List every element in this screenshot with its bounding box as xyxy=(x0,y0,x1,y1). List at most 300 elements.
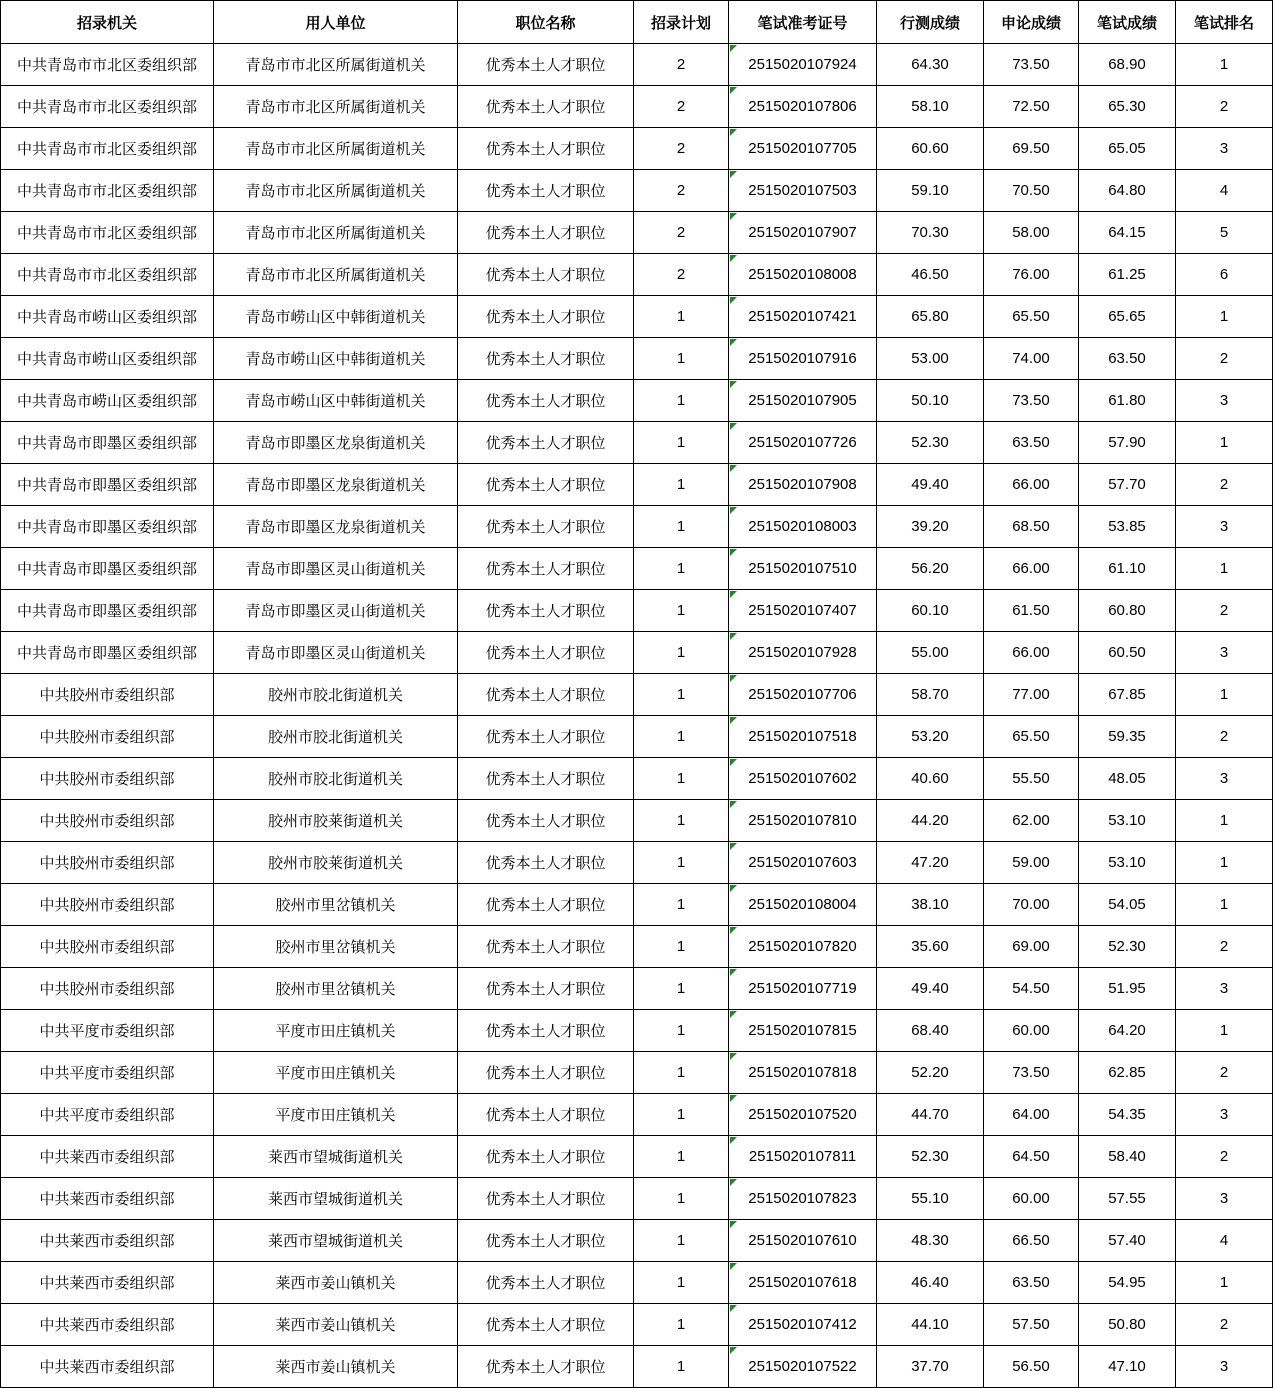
cell-employer[interactable]: 胶州市胶北街道机关 xyxy=(214,716,458,758)
cell-written-score[interactable]: 61.10 xyxy=(1079,548,1176,590)
cell-written-rank[interactable]: 4 xyxy=(1176,1220,1273,1262)
column-header-written-score[interactable]: 笔试成绩 xyxy=(1079,1,1176,44)
cell-xingce-score[interactable]: 56.20 xyxy=(877,548,984,590)
cell-ticket-number[interactable] xyxy=(729,44,877,86)
cell-agency[interactable]: 中共青岛市即墨区委组织部 xyxy=(1,548,214,590)
cell-written-score[interactable]: 67.85 xyxy=(1079,674,1176,716)
cell-ticket-number[interactable] xyxy=(729,128,877,170)
cell-xingce-score[interactable]: 53.00 xyxy=(877,338,984,380)
cell-agency[interactable]: 中共胶州市委组织部 xyxy=(1,758,214,800)
cell-recruit-plan[interactable]: 1 xyxy=(634,1136,729,1178)
cell-agency[interactable]: 中共胶州市委组织部 xyxy=(1,884,214,926)
cell-position-name[interactable]: 优秀本土人才职位 xyxy=(458,1052,634,1094)
cell-position-name[interactable]: 优秀本土人才职位 xyxy=(458,380,634,422)
cell-recruit-plan[interactable]: 1 xyxy=(634,464,729,506)
cell-ticket-number[interactable] xyxy=(729,506,877,548)
cell-position-name[interactable]: 优秀本土人才职位 xyxy=(458,1010,634,1052)
cell-xingce-score[interactable]: 50.10 xyxy=(877,380,984,422)
cell-recruit-plan[interactable]: 1 xyxy=(634,1178,729,1220)
cell-recruit-plan[interactable]: 1 xyxy=(634,590,729,632)
cell-written-rank[interactable]: 1 xyxy=(1176,800,1273,842)
cell-position-name[interactable]: 优秀本土人才职位 xyxy=(458,44,634,86)
cell-position-name[interactable]: 优秀本土人才职位 xyxy=(458,506,634,548)
cell-shenlun-score[interactable]: 69.50 xyxy=(984,128,1079,170)
cell-written-score[interactable]: 47.10 xyxy=(1079,1346,1176,1388)
cell-recruit-plan[interactable]: 1 xyxy=(634,506,729,548)
cell-recruit-plan[interactable]: 2 xyxy=(634,254,729,296)
cell-shenlun-score[interactable]: 69.00 xyxy=(984,926,1079,968)
cell-employer[interactable]: 青岛市市北区所属街道机关 xyxy=(214,44,458,86)
cell-ticket-number[interactable] xyxy=(729,170,877,212)
cell-position-name[interactable]: 优秀本土人才职位 xyxy=(458,86,634,128)
cell-written-rank[interactable]: 3 xyxy=(1176,128,1273,170)
cell-recruit-plan[interactable]: 2 xyxy=(634,128,729,170)
cell-written-score[interactable]: 57.70 xyxy=(1079,464,1176,506)
cell-recruit-plan[interactable]: 2 xyxy=(634,86,729,128)
cell-ticket-number[interactable] xyxy=(729,632,877,674)
cell-shenlun-score[interactable]: 57.50 xyxy=(984,1304,1079,1346)
cell-shenlun-score[interactable]: 61.50 xyxy=(984,590,1079,632)
cell-employer[interactable]: 胶州市胶莱街道机关 xyxy=(214,842,458,884)
cell-ticket-number[interactable] xyxy=(729,842,877,884)
cell-written-rank[interactable]: 2 xyxy=(1176,1304,1273,1346)
cell-position-name[interactable]: 优秀本土人才职位 xyxy=(458,128,634,170)
cell-position-name[interactable]: 优秀本土人才职位 xyxy=(458,464,634,506)
cell-xingce-score[interactable]: 52.20 xyxy=(877,1052,984,1094)
cell-shenlun-score[interactable]: 59.00 xyxy=(984,842,1079,884)
cell-ticket-number[interactable] xyxy=(729,1094,877,1136)
cell-ticket-number[interactable] xyxy=(729,884,877,926)
cell-written-rank[interactable]: 1 xyxy=(1176,842,1273,884)
cell-position-name[interactable]: 优秀本土人才职位 xyxy=(458,338,634,380)
cell-shenlun-score[interactable]: 62.00 xyxy=(984,800,1079,842)
cell-xingce-score[interactable]: 55.10 xyxy=(877,1178,984,1220)
cell-agency[interactable]: 中共莱西市委组织部 xyxy=(1,1220,214,1262)
cell-recruit-plan[interactable]: 1 xyxy=(634,674,729,716)
cell-written-score[interactable]: 63.50 xyxy=(1079,338,1176,380)
cell-employer[interactable]: 胶州市里岔镇机关 xyxy=(214,968,458,1010)
cell-agency[interactable]: 中共莱西市委组织部 xyxy=(1,1262,214,1304)
cell-position-name[interactable]: 优秀本土人才职位 xyxy=(458,422,634,464)
cell-shenlun-score[interactable]: 64.00 xyxy=(984,1094,1079,1136)
cell-written-score[interactable]: 54.95 xyxy=(1079,1262,1176,1304)
cell-written-rank[interactable]: 2 xyxy=(1176,464,1273,506)
column-header-agency[interactable]: 招录机关 xyxy=(1,1,214,44)
cell-employer[interactable]: 青岛市市北区所属街道机关 xyxy=(214,212,458,254)
cell-ticket-number[interactable] xyxy=(729,1136,877,1178)
cell-recruit-plan[interactable]: 1 xyxy=(634,968,729,1010)
cell-written-score[interactable]: 60.80 xyxy=(1079,590,1176,632)
cell-position-name[interactable]: 优秀本土人才职位 xyxy=(458,296,634,338)
cell-employer[interactable]: 青岛市市北区所属街道机关 xyxy=(214,86,458,128)
cell-agency[interactable]: 中共平度市委组织部 xyxy=(1,1094,214,1136)
cell-position-name[interactable]: 优秀本土人才职位 xyxy=(458,884,634,926)
cell-position-name[interactable]: 优秀本土人才职位 xyxy=(458,254,634,296)
cell-agency[interactable]: 中共莱西市委组织部 xyxy=(1,1346,214,1388)
cell-xingce-score[interactable]: 52.30 xyxy=(877,1136,984,1178)
cell-written-rank[interactable]: 3 xyxy=(1176,632,1273,674)
cell-agency[interactable]: 中共青岛市即墨区委组织部 xyxy=(1,632,214,674)
cell-written-rank[interactable]: 1 xyxy=(1176,548,1273,590)
cell-position-name[interactable]: 优秀本土人才职位 xyxy=(458,170,634,212)
cell-shenlun-score[interactable]: 64.50 xyxy=(984,1136,1079,1178)
column-header-shenlun-score[interactable]: 申论成绩 xyxy=(984,1,1079,44)
cell-position-name[interactable]: 优秀本土人才职位 xyxy=(458,674,634,716)
cell-shenlun-score[interactable]: 72.50 xyxy=(984,86,1079,128)
cell-written-score[interactable]: 50.80 xyxy=(1079,1304,1176,1346)
cell-agency[interactable]: 中共胶州市委组织部 xyxy=(1,926,214,968)
cell-written-rank[interactable]: 1 xyxy=(1176,296,1273,338)
cell-agency[interactable]: 中共青岛市市北区委组织部 xyxy=(1,44,214,86)
cell-written-score[interactable]: 53.10 xyxy=(1079,800,1176,842)
cell-recruit-plan[interactable]: 2 xyxy=(634,212,729,254)
cell-shenlun-score[interactable]: 76.00 xyxy=(984,254,1079,296)
cell-agency[interactable]: 中共平度市委组织部 xyxy=(1,1010,214,1052)
cell-position-name[interactable]: 优秀本土人才职位 xyxy=(458,1304,634,1346)
cell-agency[interactable]: 中共莱西市委组织部 xyxy=(1,1136,214,1178)
cell-written-score[interactable]: 51.95 xyxy=(1079,968,1176,1010)
cell-xingce-score[interactable]: 38.10 xyxy=(877,884,984,926)
cell-ticket-number[interactable] xyxy=(729,1220,877,1262)
cell-shenlun-score[interactable]: 68.50 xyxy=(984,506,1079,548)
cell-xingce-score[interactable]: 44.20 xyxy=(877,800,984,842)
cell-shenlun-score[interactable]: 54.50 xyxy=(984,968,1079,1010)
cell-written-score[interactable]: 65.30 xyxy=(1079,86,1176,128)
cell-written-rank[interactable]: 3 xyxy=(1176,968,1273,1010)
cell-written-score[interactable]: 62.85 xyxy=(1079,1052,1176,1094)
cell-xingce-score[interactable]: 44.10 xyxy=(877,1304,984,1346)
cell-written-rank[interactable]: 2 xyxy=(1176,716,1273,758)
column-header-recruit-plan[interactable]: 招录计划 xyxy=(634,1,729,44)
cell-employer[interactable]: 莱西市望城街道机关 xyxy=(214,1178,458,1220)
cell-written-rank[interactable]: 3 xyxy=(1176,380,1273,422)
cell-employer[interactable]: 莱西市望城街道机关 xyxy=(214,1220,458,1262)
cell-recruit-plan[interactable]: 1 xyxy=(634,632,729,674)
cell-position-name[interactable]: 优秀本土人才职位 xyxy=(458,758,634,800)
cell-ticket-number[interactable] xyxy=(729,674,877,716)
cell-recruit-plan[interactable]: 1 xyxy=(634,1052,729,1094)
cell-employer[interactable]: 青岛市即墨区灵山街道机关 xyxy=(214,632,458,674)
cell-recruit-plan[interactable]: 1 xyxy=(634,758,729,800)
cell-written-rank[interactable]: 1 xyxy=(1176,44,1273,86)
cell-recruit-plan[interactable]: 1 xyxy=(634,926,729,968)
cell-employer[interactable]: 青岛市崂山区中韩街道机关 xyxy=(214,338,458,380)
cell-position-name[interactable]: 优秀本土人才职位 xyxy=(458,548,634,590)
cell-written-rank[interactable]: 2 xyxy=(1176,338,1273,380)
cell-employer[interactable]: 莱西市望城街道机关 xyxy=(214,1136,458,1178)
cell-ticket-number[interactable] xyxy=(729,380,877,422)
cell-ticket-number[interactable] xyxy=(729,422,877,464)
cell-shenlun-score[interactable]: 63.50 xyxy=(984,1262,1079,1304)
cell-xingce-score[interactable]: 44.70 xyxy=(877,1094,984,1136)
cell-agency[interactable]: 中共胶州市委组织部 xyxy=(1,968,214,1010)
cell-agency[interactable]: 中共青岛市即墨区委组织部 xyxy=(1,464,214,506)
cell-agency[interactable]: 中共青岛市市北区委组织部 xyxy=(1,170,214,212)
cell-agency[interactable]: 中共青岛市市北区委组织部 xyxy=(1,86,214,128)
cell-written-rank[interactable]: 1 xyxy=(1176,1010,1273,1052)
cell-xingce-score[interactable]: 46.40 xyxy=(877,1262,984,1304)
cell-xingce-score[interactable]: 58.10 xyxy=(877,86,984,128)
cell-xingce-score[interactable]: 48.30 xyxy=(877,1220,984,1262)
cell-position-name[interactable]: 优秀本土人才职位 xyxy=(458,926,634,968)
cell-agency[interactable]: 中共青岛市市北区委组织部 xyxy=(1,128,214,170)
cell-shenlun-score[interactable]: 65.50 xyxy=(984,296,1079,338)
cell-recruit-plan[interactable]: 1 xyxy=(634,716,729,758)
cell-xingce-score[interactable]: 55.00 xyxy=(877,632,984,674)
cell-agency[interactable]: 中共胶州市委组织部 xyxy=(1,842,214,884)
cell-agency[interactable]: 中共胶州市委组织部 xyxy=(1,800,214,842)
cell-shenlun-score[interactable]: 66.00 xyxy=(984,464,1079,506)
cell-employer[interactable]: 莱西市姜山镇机关 xyxy=(214,1304,458,1346)
cell-written-rank[interactable]: 6 xyxy=(1176,254,1273,296)
cell-written-rank[interactable]: 2 xyxy=(1176,926,1273,968)
cell-employer[interactable]: 青岛市市北区所属街道机关 xyxy=(214,128,458,170)
cell-recruit-plan[interactable]: 1 xyxy=(634,1346,729,1388)
cell-shenlun-score[interactable]: 66.50 xyxy=(984,1220,1079,1262)
cell-written-rank[interactable]: 3 xyxy=(1176,1094,1273,1136)
cell-recruit-plan[interactable]: 1 xyxy=(634,1010,729,1052)
column-header-ticket-number[interactable]: 笔试准考证号 xyxy=(729,1,877,44)
cell-recruit-plan[interactable]: 1 xyxy=(634,800,729,842)
cell-written-rank[interactable]: 3 xyxy=(1176,758,1273,800)
cell-xingce-score[interactable]: 40.60 xyxy=(877,758,984,800)
cell-employer[interactable]: 胶州市胶北街道机关 xyxy=(214,674,458,716)
cell-employer[interactable]: 青岛市崂山区中韩街道机关 xyxy=(214,296,458,338)
cell-position-name[interactable]: 优秀本土人才职位 xyxy=(458,212,634,254)
cell-agency[interactable]: 中共青岛市即墨区委组织部 xyxy=(1,422,214,464)
cell-agency[interactable]: 中共青岛市崂山区委组织部 xyxy=(1,380,214,422)
cell-ticket-number[interactable] xyxy=(729,758,877,800)
cell-written-score[interactable]: 54.35 xyxy=(1079,1094,1176,1136)
cell-employer[interactable]: 胶州市里岔镇机关 xyxy=(214,884,458,926)
cell-written-score[interactable]: 65.65 xyxy=(1079,296,1176,338)
cell-xingce-score[interactable]: 53.20 xyxy=(877,716,984,758)
cell-xingce-score[interactable]: 49.40 xyxy=(877,968,984,1010)
cell-written-rank[interactable]: 2 xyxy=(1176,1052,1273,1094)
cell-written-rank[interactable]: 3 xyxy=(1176,1346,1273,1388)
cell-shenlun-score[interactable]: 73.50 xyxy=(984,44,1079,86)
cell-xingce-score[interactable]: 60.10 xyxy=(877,590,984,632)
cell-ticket-number[interactable] xyxy=(729,968,877,1010)
cell-written-score[interactable]: 48.05 xyxy=(1079,758,1176,800)
cell-agency[interactable]: 中共青岛市市北区委组织部 xyxy=(1,254,214,296)
cell-employer[interactable]: 青岛市市北区所属街道机关 xyxy=(214,170,458,212)
cell-position-name[interactable]: 优秀本土人才职位 xyxy=(458,1220,634,1262)
cell-recruit-plan[interactable]: 1 xyxy=(634,380,729,422)
cell-employer[interactable]: 青岛市崂山区中韩街道机关 xyxy=(214,380,458,422)
cell-written-score[interactable]: 61.25 xyxy=(1079,254,1176,296)
cell-ticket-number[interactable] xyxy=(729,212,877,254)
cell-xingce-score[interactable]: 35.60 xyxy=(877,926,984,968)
cell-position-name[interactable]: 优秀本土人才职位 xyxy=(458,1094,634,1136)
cell-agency[interactable]: 中共莱西市委组织部 xyxy=(1,1304,214,1346)
cell-shenlun-score[interactable]: 60.00 xyxy=(984,1178,1079,1220)
cell-written-score[interactable]: 58.40 xyxy=(1079,1136,1176,1178)
cell-agency[interactable]: 中共莱西市委组织部 xyxy=(1,1178,214,1220)
cell-employer[interactable]: 青岛市即墨区龙泉街道机关 xyxy=(214,422,458,464)
cell-employer[interactable]: 莱西市姜山镇机关 xyxy=(214,1346,458,1388)
cell-written-rank[interactable]: 2 xyxy=(1176,1136,1273,1178)
cell-written-rank[interactable]: 3 xyxy=(1176,1178,1273,1220)
cell-recruit-plan[interactable]: 1 xyxy=(634,296,729,338)
cell-ticket-number[interactable] xyxy=(729,716,877,758)
cell-position-name[interactable]: 优秀本土人才职位 xyxy=(458,1346,634,1388)
cell-ticket-number[interactable] xyxy=(729,464,877,506)
cell-recruit-plan[interactable]: 2 xyxy=(634,44,729,86)
cell-recruit-plan[interactable]: 1 xyxy=(634,1094,729,1136)
cell-position-name[interactable]: 优秀本土人才职位 xyxy=(458,1136,634,1178)
cell-ticket-number[interactable] xyxy=(729,926,877,968)
cell-shenlun-score[interactable]: 66.00 xyxy=(984,548,1079,590)
column-header-written-rank[interactable]: 笔试排名 xyxy=(1176,1,1273,44)
cell-written-score[interactable]: 53.10 xyxy=(1079,842,1176,884)
cell-written-score[interactable]: 65.05 xyxy=(1079,128,1176,170)
cell-xingce-score[interactable]: 60.60 xyxy=(877,128,984,170)
cell-shenlun-score[interactable]: 73.50 xyxy=(984,380,1079,422)
cell-written-score[interactable]: 64.20 xyxy=(1079,1010,1176,1052)
cell-employer[interactable]: 胶州市胶北街道机关 xyxy=(214,758,458,800)
cell-recruit-plan[interactable]: 2 xyxy=(634,170,729,212)
cell-written-rank[interactable]: 2 xyxy=(1176,590,1273,632)
cell-ticket-number[interactable] xyxy=(729,1304,877,1346)
cell-employer[interactable]: 莱西市姜山镇机关 xyxy=(214,1262,458,1304)
cell-employer[interactable]: 胶州市胶莱街道机关 xyxy=(214,800,458,842)
cell-recruit-plan[interactable]: 1 xyxy=(634,1220,729,1262)
cell-employer[interactable]: 青岛市市北区所属街道机关 xyxy=(214,254,458,296)
cell-employer[interactable]: 青岛市即墨区龙泉街道机关 xyxy=(214,464,458,506)
cell-position-name[interactable]: 优秀本土人才职位 xyxy=(458,590,634,632)
cell-written-rank[interactable]: 4 xyxy=(1176,170,1273,212)
cell-employer[interactable]: 胶州市里岔镇机关 xyxy=(214,926,458,968)
cell-written-score[interactable]: 57.40 xyxy=(1079,1220,1176,1262)
cell-xingce-score[interactable]: 64.30 xyxy=(877,44,984,86)
cell-written-score[interactable]: 64.15 xyxy=(1079,212,1176,254)
cell-written-score[interactable]: 57.90 xyxy=(1079,422,1176,464)
cell-written-score[interactable]: 52.30 xyxy=(1079,926,1176,968)
cell-position-name[interactable]: 优秀本土人才职位 xyxy=(458,800,634,842)
cell-agency[interactable]: 中共青岛市崂山区委组织部 xyxy=(1,296,214,338)
cell-agency[interactable]: 中共胶州市委组织部 xyxy=(1,674,214,716)
cell-employer[interactable]: 青岛市即墨区灵山街道机关 xyxy=(214,590,458,632)
cell-employer[interactable]: 平度市田庄镇机关 xyxy=(214,1052,458,1094)
cell-ticket-number[interactable] xyxy=(729,254,877,296)
cell-recruit-plan[interactable]: 1 xyxy=(634,422,729,464)
cell-shenlun-score[interactable]: 58.00 xyxy=(984,212,1079,254)
cell-xingce-score[interactable]: 39.20 xyxy=(877,506,984,548)
cell-xingce-score[interactable]: 70.30 xyxy=(877,212,984,254)
table-row xyxy=(1,674,1273,716)
cell-written-score[interactable]: 64.80 xyxy=(1079,170,1176,212)
cell-ticket-number[interactable] xyxy=(729,1178,877,1220)
cell-recruit-plan[interactable]: 1 xyxy=(634,884,729,926)
cell-xingce-score[interactable]: 46.50 xyxy=(877,254,984,296)
column-header-employer[interactable]: 用人单位 xyxy=(214,1,458,44)
cell-written-score[interactable]: 68.90 xyxy=(1079,44,1176,86)
cell-written-rank[interactable]: 1 xyxy=(1176,884,1273,926)
cell-ticket-number[interactable] xyxy=(729,86,877,128)
cell-position-name[interactable]: 优秀本土人才职位 xyxy=(458,716,634,758)
cell-written-score[interactable]: 54.05 xyxy=(1079,884,1176,926)
cell-ticket-number[interactable] xyxy=(729,548,877,590)
cell-written-score[interactable]: 57.55 xyxy=(1079,1178,1176,1220)
cell-ticket-number[interactable] xyxy=(729,800,877,842)
cell-ticket-number[interactable] xyxy=(729,338,877,380)
cell-shenlun-score[interactable]: 65.50 xyxy=(984,716,1079,758)
cell-written-score[interactable]: 60.50 xyxy=(1079,632,1176,674)
cell-position-name[interactable]: 优秀本土人才职位 xyxy=(458,1178,634,1220)
cell-ticket-number[interactable] xyxy=(729,1346,877,1388)
cell-position-name[interactable]: 优秀本土人才职位 xyxy=(458,842,634,884)
cell-agency[interactable]: 中共胶州市委组织部 xyxy=(1,716,214,758)
cell-ticket-number[interactable] xyxy=(729,1262,877,1304)
cell-written-rank[interactable]: 1 xyxy=(1176,422,1273,464)
cell-shenlun-score[interactable]: 63.50 xyxy=(984,422,1079,464)
ticket-number-text: 2515020107719 xyxy=(748,980,857,997)
cell-shenlun-score[interactable]: 74.00 xyxy=(984,338,1079,380)
number-stored-as-text-indicator-icon xyxy=(730,1137,737,1144)
cell-agency[interactable]: 中共青岛市崂山区委组织部 xyxy=(1,338,214,380)
cell-written-rank[interactable]: 1 xyxy=(1176,674,1273,716)
cell-shenlun-score[interactable]: 77.00 xyxy=(984,674,1079,716)
cell-xingce-score[interactable]: 65.80 xyxy=(877,296,984,338)
cell-ticket-number[interactable] xyxy=(729,296,877,338)
column-header-position-name[interactable]: 职位名称 xyxy=(458,1,634,44)
cell-xingce-score[interactable]: 37.70 xyxy=(877,1346,984,1388)
cell-position-name[interactable]: 优秀本土人才职位 xyxy=(458,1262,634,1304)
cell-xingce-score[interactable]: 52.30 xyxy=(877,422,984,464)
cell-ticket-number[interactable] xyxy=(729,590,877,632)
cell-recruit-plan[interactable]: 1 xyxy=(634,1304,729,1346)
cell-xingce-score[interactable]: 58.70 xyxy=(877,674,984,716)
column-header-xingce-score[interactable]: 行测成绩 xyxy=(877,1,984,44)
cell-ticket-number[interactable] xyxy=(729,1052,877,1094)
cell-agency[interactable]: 中共青岛市即墨区委组织部 xyxy=(1,590,214,632)
cell-recruit-plan[interactable]: 1 xyxy=(634,842,729,884)
cell-shenlun-score[interactable]: 73.50 xyxy=(984,1052,1079,1094)
cell-recruit-plan[interactable]: 1 xyxy=(634,1262,729,1304)
cell-written-rank[interactable]: 5 xyxy=(1176,212,1273,254)
cell-xingce-score[interactable]: 68.40 xyxy=(877,1010,984,1052)
cell-agency[interactable]: 中共青岛市即墨区委组织部 xyxy=(1,506,214,548)
cell-shenlun-score[interactable]: 66.00 xyxy=(984,632,1079,674)
cell-shenlun-score[interactable]: 70.00 xyxy=(984,884,1079,926)
cell-written-rank[interactable]: 3 xyxy=(1176,506,1273,548)
cell-xingce-score[interactable]: 59.10 xyxy=(877,170,984,212)
cell-written-score[interactable]: 53.85 xyxy=(1079,506,1176,548)
cell-written-rank[interactable]: 2 xyxy=(1176,86,1273,128)
cell-ticket-number[interactable] xyxy=(729,1010,877,1052)
cell-shenlun-score[interactable]: 60.00 xyxy=(984,1010,1079,1052)
cell-agency[interactable]: 中共青岛市市北区委组织部 xyxy=(1,212,214,254)
cell-employer[interactable]: 平度市田庄镇机关 xyxy=(214,1094,458,1136)
cell-written-rank[interactable]: 1 xyxy=(1176,1262,1273,1304)
cell-position-name[interactable]: 优秀本土人才职位 xyxy=(458,968,634,1010)
cell-xingce-score[interactable]: 47.20 xyxy=(877,842,984,884)
cell-written-score[interactable]: 59.35 xyxy=(1079,716,1176,758)
cell-employer[interactable]: 青岛市即墨区灵山街道机关 xyxy=(214,548,458,590)
cell-shenlun-score[interactable]: 55.50 xyxy=(984,758,1079,800)
cell-employer[interactable]: 青岛市即墨区龙泉街道机关 xyxy=(214,506,458,548)
cell-employer[interactable]: 平度市田庄镇机关 xyxy=(214,1010,458,1052)
cell-position-name[interactable]: 优秀本土人才职位 xyxy=(458,632,634,674)
cell-recruit-plan[interactable]: 1 xyxy=(634,548,729,590)
cell-agency[interactable]: 中共平度市委组织部 xyxy=(1,1052,214,1094)
cell-shenlun-score[interactable]: 70.50 xyxy=(984,170,1079,212)
cell-recruit-plan[interactable]: 1 xyxy=(634,338,729,380)
cell-written-score[interactable]: 61.80 xyxy=(1079,380,1176,422)
cell-shenlun-score[interactable]: 56.50 xyxy=(984,1346,1079,1388)
cell-xingce-score[interactable]: 49.40 xyxy=(877,464,984,506)
